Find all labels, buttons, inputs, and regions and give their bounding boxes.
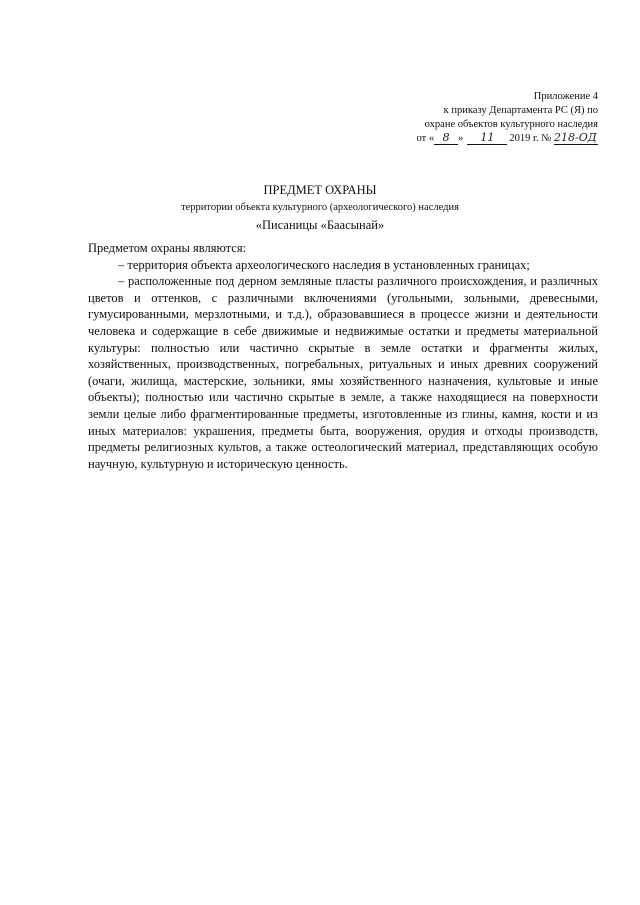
appendix-header <box>338 90 598 146</box>
date-mid: » <box>458 133 464 144</box>
appendix-number: Приложение 4 <box>533 91 598 102</box>
date-day-handwritten: 8 <box>434 132 458 145</box>
date-year: 2019 г. № <box>509 133 552 144</box>
appendix-department: охране объектов культурного наследия <box>424 119 598 130</box>
document-subtitle: территории объекта культурного (археологического) наследия <box>181 202 459 213</box>
object-name: «Писаницы «Баасынай» <box>255 218 385 232</box>
title-block <box>0 182 640 233</box>
document-title: ПРЕДМЕТ ОХРАНЫ <box>263 183 377 197</box>
list-item: – территория объекта археологического наследия в установленных границах; <box>118 257 530 272</box>
date-prefix: от « <box>416 133 435 144</box>
appendix-date-line <box>338 132 598 146</box>
body-lead: Предметом охраны являются: <box>88 241 247 255</box>
appendix-order-ref: к приказу Департамента РС (Я) по <box>443 105 598 116</box>
list-item: – расположенные под дерном земляные пласты различного происхождения, и различных цветов и оттенков, с различными включениями (угольными, зольными, древесными, гумусированными, мерзлотными, и т.д.), образовавшиеся в процессе жизни и деятельности человека и содержащие в себе движимые и недвижимые остатки и предметы материальной культуры: полностью или частично скрытые в земле остатки и фрагменты жилых, хозяйственных, производственных, погребальных, ритуальных и иных древних сооружений (очаги, жилища, мастерские, зольники, ямы хозяйственного назначения, культовые и иные объекты); полностью или частично скрытые в земле, а также находящиеся на поверхности земли целые либо фрагментированные предметы, изготовленные из глины, камня, кости и из иных материалов: украшения, предметы быта, вооружения, орудия и отходы производств, предметы религиозных культов, а также остеологический материал, представляющих особую научную, культурную и историческую ценность. <box>88 274 598 471</box>
date-month-handwritten: 11 <box>467 132 507 145</box>
document-body <box>88 240 598 472</box>
order-number-handwritten: 218-ОД <box>554 131 597 144</box>
